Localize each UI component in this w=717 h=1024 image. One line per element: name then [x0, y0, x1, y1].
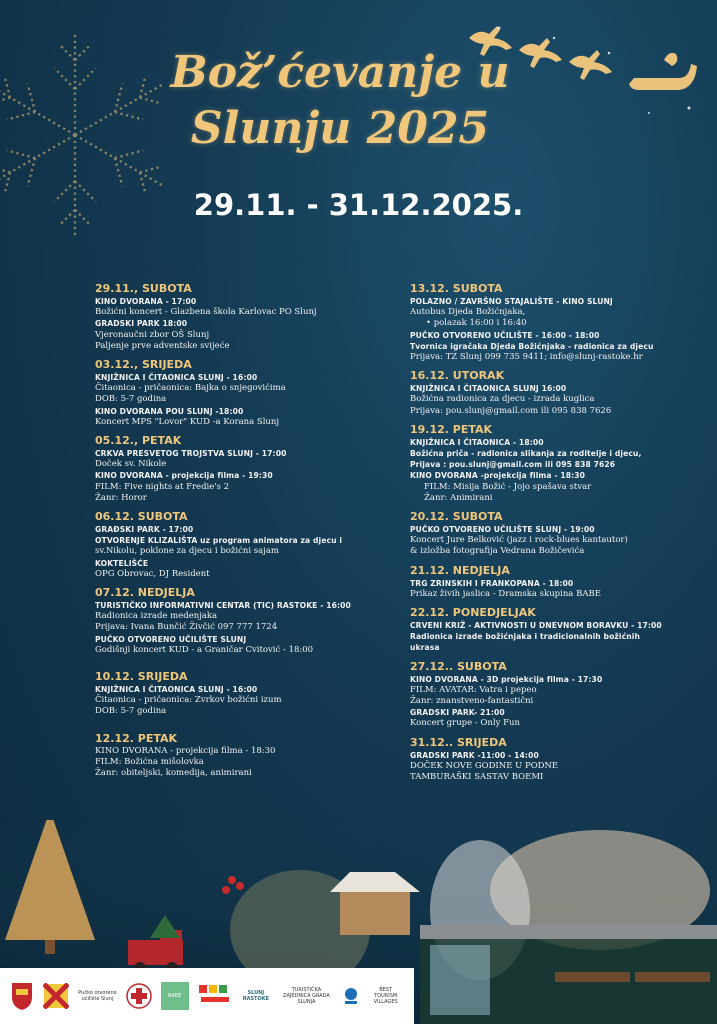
event-venue-line: GRADSKI PARK 18:00	[95, 319, 188, 329]
event-detail-line: Godišnji koncert KUD - a Graničar Cvitović - 18:00	[95, 644, 314, 655]
punu-lipota-logo	[197, 983, 233, 1009]
event-venue-line: TURISTIČKO INFORMATIVNI CENTAR (TIC) RASTOKE - 16:00	[95, 601, 351, 611]
day-heading: 13.12. SUBOTA	[410, 282, 503, 295]
day-block	[95, 732, 395, 780]
tourist-board-logo	[278, 987, 334, 1005]
event-detail-line: & izložba fotografija Vedrana Božičevića	[410, 546, 585, 557]
pou-logo-text: Pučko otvoreno učilište Slunj	[78, 990, 117, 1002]
title-line-1: Bož’ćevanje u	[170, 47, 510, 98]
day-heading: 12.12. PETAK	[95, 731, 178, 745]
day-heading: 16.12. UTORAK	[410, 369, 505, 383]
best-tourism-villages-logo	[368, 987, 404, 1005]
program-right-column	[410, 282, 710, 783]
event-detail-line: Prikaz živih jaslica - Dramska skupina BABE	[410, 588, 601, 599]
event-venue-line: PUČKO OTVORENO UČILIŠTE - 16:00 - 18:00	[410, 330, 600, 340]
event-detail-line: OPG Obrovac, DJ Resident	[95, 568, 210, 579]
title-line-2: Slunju 2025	[190, 103, 490, 154]
best-villages-text: BEST TOURISM VILLAGES	[373, 987, 398, 1005]
event-venue-line: CRVENI KRIŽ - AKTIVNOSTI U DNEVNOM BORAVKU - 17:00	[410, 621, 662, 631]
event-detail-line: Paljenje prve adventske svijeće	[95, 340, 230, 351]
red-cross-icon	[126, 983, 152, 1009]
slunj-logo-text: SLUNJ RASTOKE	[242, 990, 269, 1002]
day-heading: 31.12.. SRIJEDA	[410, 735, 507, 749]
event-dates: 29.11. - 31.12.2025.	[193, 188, 524, 222]
event-detail-line: Koncert grupe - Only Fun	[410, 718, 520, 729]
sponsor-logo-bar	[0, 968, 414, 1024]
event-detail-line: DOB: 5-7 godina	[95, 706, 167, 717]
pou-slunj-logo	[77, 990, 117, 1002]
event-venue-line: KINO DVORANA - 17:00	[95, 297, 197, 306]
event-detail-line: Čitaonica - pričaonica: Zvrkov božićni izum	[95, 695, 282, 706]
event-detail-line: Radionica izrade medenjaka	[95, 611, 218, 622]
babe-logo	[161, 982, 189, 1010]
event-detail-line: FILM: AVATAR: Vatra i pepeo	[410, 684, 537, 695]
day-heading: 29.11., SUBOTA	[95, 282, 192, 295]
day-block	[410, 423, 710, 504]
day-heading: 07.12. NEDJELJA	[95, 586, 195, 600]
event-venue-line: KINO DVORANA -projekcija filma - 18:30	[410, 471, 586, 481]
un-tourism-logo	[343, 986, 359, 1006]
event-venue-line: KNJIŽNICA I ČITAONICA SLUNJ - 16:00	[95, 373, 258, 383]
event-venue-line: KOKTELIŠĆE	[95, 558, 149, 568]
event-venue-line: KINO DVORANA POU SLUNJ -18:00	[95, 406, 244, 416]
day-block	[95, 670, 395, 718]
event-detail-line: Prijava: Ivana Bunčić Živčić 097 777 1724	[95, 622, 278, 633]
event-venue-line: POLAZNO / ZAVRŠNO STAJALIŠTE - KINO SLUNJ	[410, 297, 613, 306]
day-block	[95, 510, 395, 580]
day-block	[410, 510, 710, 558]
event-detail-line: sv.Nikolu, poklone za djecu i božićni sajam	[95, 546, 279, 557]
event-venue-line: KNJIŽNICA I ČITAONICA SLUNJ 16:00	[410, 384, 567, 394]
event-venue-line: GRADSKI PARK- 21:00	[410, 708, 505, 718]
event-venue-line: KNJIŽNICA I ČITAONICA - 18:00	[410, 437, 544, 447]
tourist-board-text: TURISTIČKA ZAJEDNICA GRADA SLUNJA	[283, 987, 330, 1005]
event-detail-line: FILM: Misija Božić - Jojo spašava stvar	[424, 481, 592, 492]
event-detail-line: Vjeronaučni zbor OŠ Slunj	[95, 329, 210, 340]
event-detail-line: KINO DVORANA - projekcija filma - 18:30	[95, 745, 276, 756]
day-block	[95, 586, 395, 656]
poster-title	[120, 45, 560, 157]
day-block	[410, 369, 710, 417]
day-heading: 21.12. NEDJELJA	[410, 563, 510, 577]
event-detail-line: Prijava: TZ Slunj 099 735 9411; info@slunj-rastoke.hr	[410, 352, 643, 363]
event-venue-line: OTVORENJE KLIZALIŠTA uz program animatora za djecu i	[95, 536, 343, 546]
event-detail-line: Žanr: obiteljski, komedija, animirani	[95, 768, 252, 779]
event-detail-line: • polazak 16:00 i 16:40	[410, 318, 710, 329]
day-heading: 19.12. PETAK	[410, 422, 493, 436]
event-venue-line: KNJIŽNICA I ČITAONICA SLUNJ - 16:00	[95, 685, 258, 695]
event-detail-line: DOB: 5-7 godina	[95, 394, 167, 405]
day-block	[95, 282, 395, 352]
day-heading: 20.12. SUBOTA	[410, 510, 503, 524]
program-left-column	[95, 282, 395, 779]
day-heading: 05.12., PETAK	[95, 434, 182, 448]
slunj-coat-of-arms-icon	[10, 981, 34, 1011]
event-venue-line: Božićna priča - radionica slikanja za roditelje i djecu,	[410, 449, 642, 459]
event-venue-line: KINO DVORANA - 3D projekcija filma - 17:30	[410, 674, 603, 684]
event-detail-line: Žanr: znanstveno-fantastični	[410, 696, 534, 707]
event-detail-line: FILM: Božićna mišolovka	[95, 756, 204, 767]
day-heading: 06.12. SUBOTA	[95, 510, 188, 524]
babe-logo-text: BABE	[167, 993, 182, 999]
day-block	[95, 358, 395, 428]
event-venue-line: Tvornica igračaka Djeda Božićnjaka - radionica za djecu	[410, 341, 654, 351]
event-detail-line: Autobus Djeda Božićnjaka,	[410, 307, 526, 318]
event-detail-line: Žanr: Animirani	[424, 492, 493, 503]
event-detail-line: TAMBURAŠKI SASTAV BOEMI	[410, 772, 544, 783]
slunj-rastoke-logo	[242, 990, 270, 1002]
day-heading: 10.12. SRIJEDA	[95, 670, 188, 684]
day-block	[410, 736, 710, 784]
day-block	[410, 282, 710, 363]
event-venue-line: GRAĐSKI PARK - 17:00	[95, 525, 194, 535]
event-detail-line: FILM: Five nights at Fredie's 2	[95, 481, 230, 492]
event-venue-line: PUČKO OTVORENO UČILIŠTE SLUNJ	[95, 634, 247, 644]
event-detail-line: Koncert MPS "Lovor" KUD -a Korana Slunj	[95, 416, 280, 427]
day-block	[410, 606, 710, 654]
event-detail-line: Božićna radionica za djecu - izrada kuglica	[410, 394, 595, 405]
event-venue-line: TRG ZRINSKIH I FRANKOPANA - 18:00	[410, 578, 574, 588]
day-heading: 22.12. PONEDJELJAK	[410, 606, 536, 620]
event-venue-line: KINO DVORANA - projekcija filma - 19:30	[95, 471, 273, 481]
event-detail-line: Žanr: Horor	[95, 492, 147, 503]
day-block	[95, 434, 395, 504]
day-block	[410, 660, 710, 730]
event-detail-line: Božićni koncert - Glazbena škola Karlovac PO Slunj	[95, 307, 317, 318]
event-venue-line: ukrasa	[410, 643, 440, 653]
event-detail-line: Koncert Jure Belković (jazz i rock-blues kantautor)	[410, 535, 628, 546]
day-block	[410, 564, 710, 600]
event-detail-line: Doček sv. Nikole	[95, 459, 167, 470]
day-heading: 03.12., SRIJEDA	[95, 358, 192, 372]
event-venue-line: Prijava : pou.slunj@gmail.com ili 095 838 7626	[410, 460, 616, 470]
event-venue-line: GRADSKI PARK -11:00 - 14:00	[410, 750, 539, 760]
day-heading: 27.12.. SUBOTA	[410, 659, 507, 673]
county-coat-of-arms-icon	[43, 983, 69, 1009]
event-venue-line: CRKVA PRESVETOG TROJSTVA SLUNJ - 17:00	[95, 449, 287, 459]
event-detail-line: Prijava: pou.slunj@gmail.com ili 095 838 7626	[410, 405, 612, 416]
event-venue-line: Radionica izrade božićnjaka i tradicionalnih božićnih	[410, 632, 640, 642]
event-detail-line: Čitaonica - pričaonica: Bajka o snjegovićima	[95, 383, 286, 394]
event-venue-line: PUČKO OTVORENO UČILIŠTE SLUNJ - 19:00	[410, 525, 595, 535]
event-detail-line: DOČEK NOVE GODINE U PODNE	[410, 760, 559, 771]
